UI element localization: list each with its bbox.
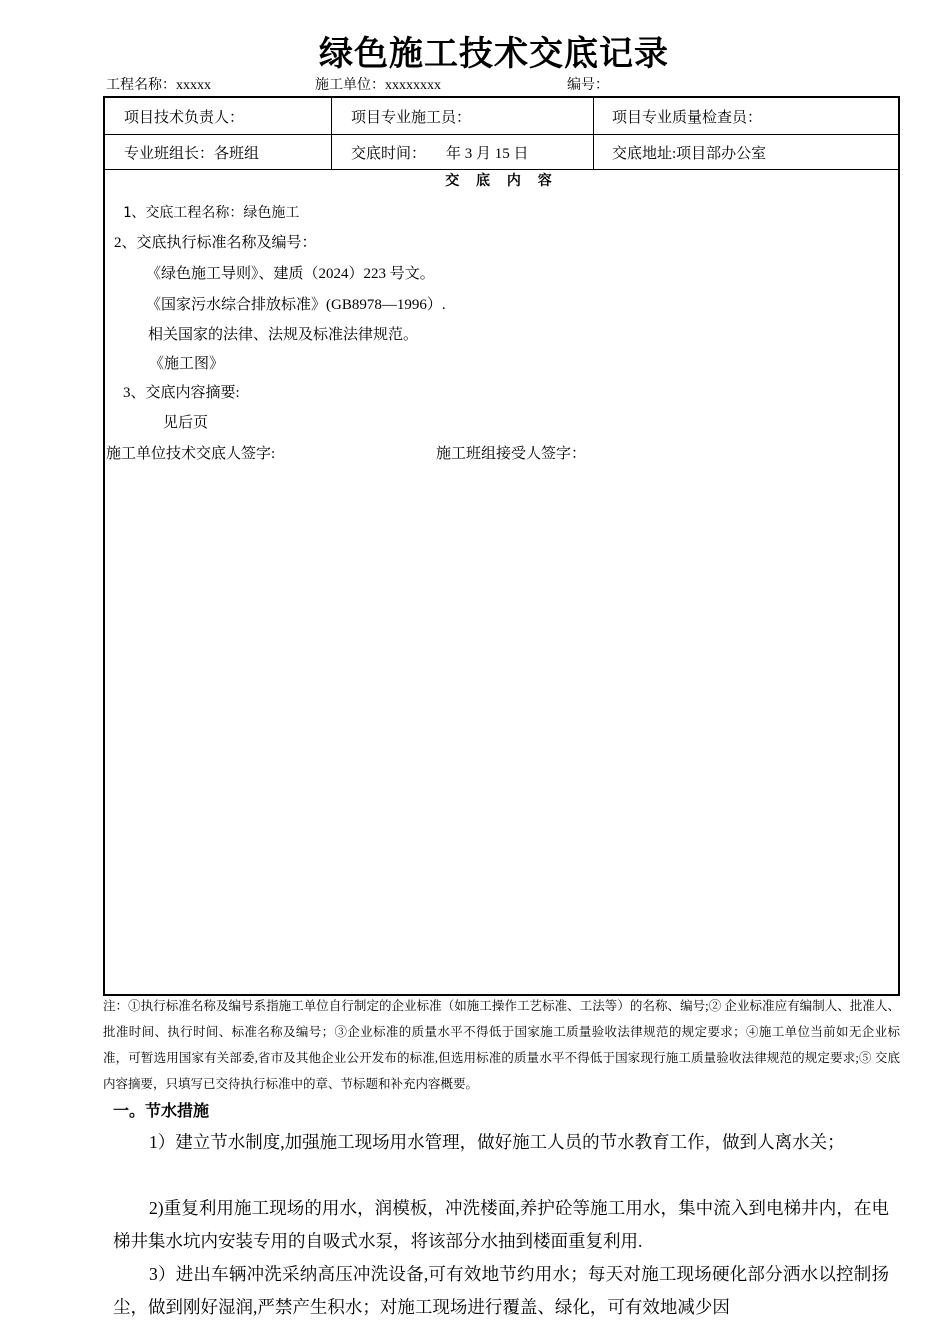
content-line: 3、交底内容摘要: — [123, 385, 240, 401]
project-name: 工程名称：xxxxx — [106, 78, 211, 93]
content-line: 《绿色施工导则》、建质（2024）223 号文。 — [146, 266, 435, 282]
content-line: 相关国家的法律、法规及标准法律规范。 — [148, 327, 419, 343]
receiver-signature-label: 施工班组接受人签字： — [436, 446, 587, 462]
document-title: 绿色施工技术交底记录 — [319, 34, 669, 74]
record-table — [103, 96, 900, 996]
tech-signature-label: 施工单位技术交底人签字: — [106, 446, 276, 462]
content-line: 2、交底执行标准名称及编号： — [114, 235, 317, 251]
location-cell: 交底地址:项目部办公室 — [612, 145, 767, 162]
construction-worker-cell: 项目专业施工员： — [351, 109, 472, 126]
content-line: 《施工图》 — [149, 356, 225, 372]
content-line: 《国家污水综合排放标准》(GB8978—1996）. — [146, 297, 446, 313]
table-row-staff — [105, 98, 898, 135]
paragraph: 1）建立节水制度,加强施工现场用水管理，做好施工人员的节水教育工作，做到人离水关； — [149, 1132, 845, 1152]
date-value: 年 3 月 15 日 — [446, 145, 529, 162]
paragraph: 2)重复利用施工现场的用水，润模板，冲洗楼面,养护砼等施工用水，集中流入到电梯井内，在电梯井集水坑内安装专用的自吸式水泵，将该部分水抽到楼面重复利用. — [113, 1198, 889, 1251]
content-line: 1、交底工程名称：绿色施工 — [123, 205, 300, 221]
content-line: 见后页 — [163, 415, 209, 431]
construction-unit: 施工单位：xxxxxxxx — [315, 78, 441, 93]
quality-inspector-cell: 项目专业质量检查员： — [612, 109, 763, 126]
date-label: 交底时间： — [351, 145, 427, 162]
paragraph: 3）进出车辆冲洗采纳高压冲洗设备,可有效地节约用水；每天对施工现场硬化部分洒水以控制扬尘，做到刚好湿润,严禁产生积水；对施工现场进行覆盖、绿化，可有效地减少因 — [113, 1264, 889, 1317]
section-title: 一。节水措施 — [113, 1101, 210, 1120]
team-leader-cell: 专业班组长：各班组 — [124, 145, 260, 162]
footnote: 注：①执行标准名称及编号系指施工单位自行制定的企业标准（如施工操作工艺标准、工法等）的名称、编号;② 企业标准应有编制人、批准人、批准时间、执行时间、标准名称及编号；③企业标准的质量水平不得低于国家施工质量验收法律规范的规定要求；④施工单位当前如无企业标准，可暂选用国家有关部委,省市及其他企业公开发布的标准,但选用标准的质量水平不得低于国家现行施工质量验收法律规范的规定要求;⑤ 交底内容摘要，只填写已交待执行标准中的章、节标题和补充内容概要。 — [103, 999, 900, 1091]
table-row-meta — [105, 135, 898, 170]
tech-lead-cell: 项目技术负责人： — [124, 109, 245, 126]
record-number: 编号： — [567, 78, 609, 93]
content-title: 交 底 内 容 — [445, 173, 558, 189]
